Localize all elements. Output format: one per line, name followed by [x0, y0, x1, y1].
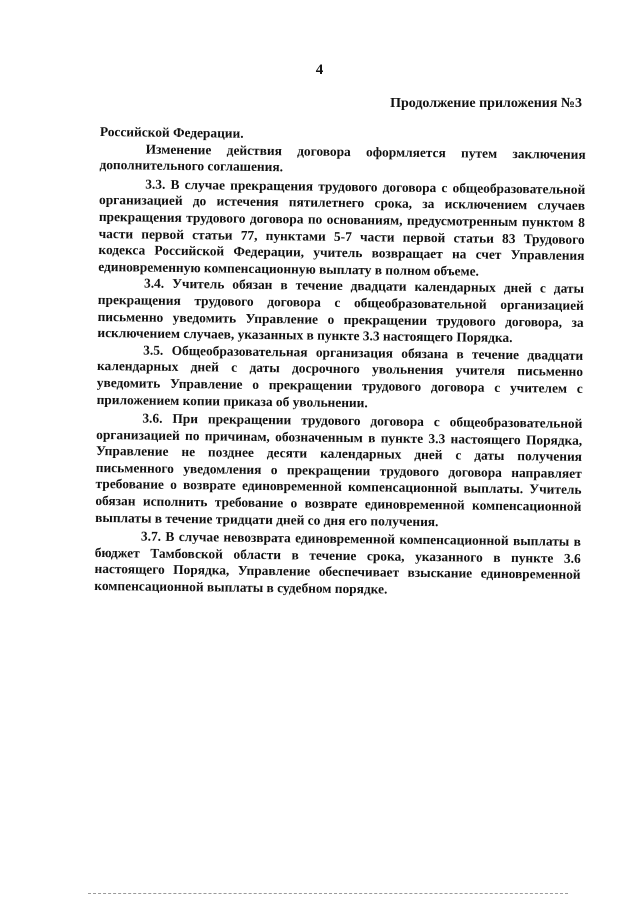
scan-bottom-edge-line [88, 893, 568, 894]
paragraph-3-7: 3.7. В случае невозврата единовременной компенсационной выплаты в бюджет Тамбовской области в течение срока, указанного в пункте 3.6 настоящего Порядка, Управление обеспечивает взыскание единовременной компенсационной выплаты в судебном порядке. [94, 528, 582, 597]
paragraph-3-4: 3.4. Учитель обязан в течение двадцати календарных дней с даты прекращения трудового договора с общеобразовательной организацией письменно уведомить Управление о прекращении трудового договора, за исключением случаев, указанных в пункте 3.3 настоящего Порядка. [97, 275, 585, 346]
paragraph-3-5: 3.5. Общеобразовательная организация обязана в течение двадцати календарных дней с даты досрочного увольнения учителя письменно уведомить Управление о прекращении трудового договора с учителем с приложением копии приказа об увольнении. [96, 342, 584, 410]
appendix-continuation-label: Продолжение приложения №3 [390, 96, 582, 111]
page-number: 4 [315, 62, 324, 78]
paragraph-continuation: Российской Федерации. [99, 124, 244, 141]
paragraph-3-3: 3.3. В случае прекращения трудового договора с общеобразовательной организацией до истечения пятилетнего срока, за исключением случаев прекращения трудового договора по основаниям, предусмотренным пунктом 8 части первой статьи 77, пунктами 5-7 части первой статьи 83 Трудового кодекса Российской Федерации, учитель возвращает на счет Управления единовременную компенсационную выплату в полном объеме. [98, 176, 586, 279]
paragraph-amendment: Изменение действия договора оформляется путем заключения дополнительного соглашения. [99, 141, 586, 175]
paragraph-3-6: 3.6. При прекращении трудового договора с общеобразовательной организацией по причинам, обозначенным в пункте 3.3 настоящего Порядка, Управление не позднее десяти календарных дней с даты получения письменного уведомления о прекращении трудового договора направляет требование о возврате единовременной компенсационной выплаты. Учитель обязан исполнить требование о возврате единовременной компенсационной выплаты в течение тридцати дней со дня его получения. [95, 410, 583, 529]
document-body [94, 124, 586, 601]
